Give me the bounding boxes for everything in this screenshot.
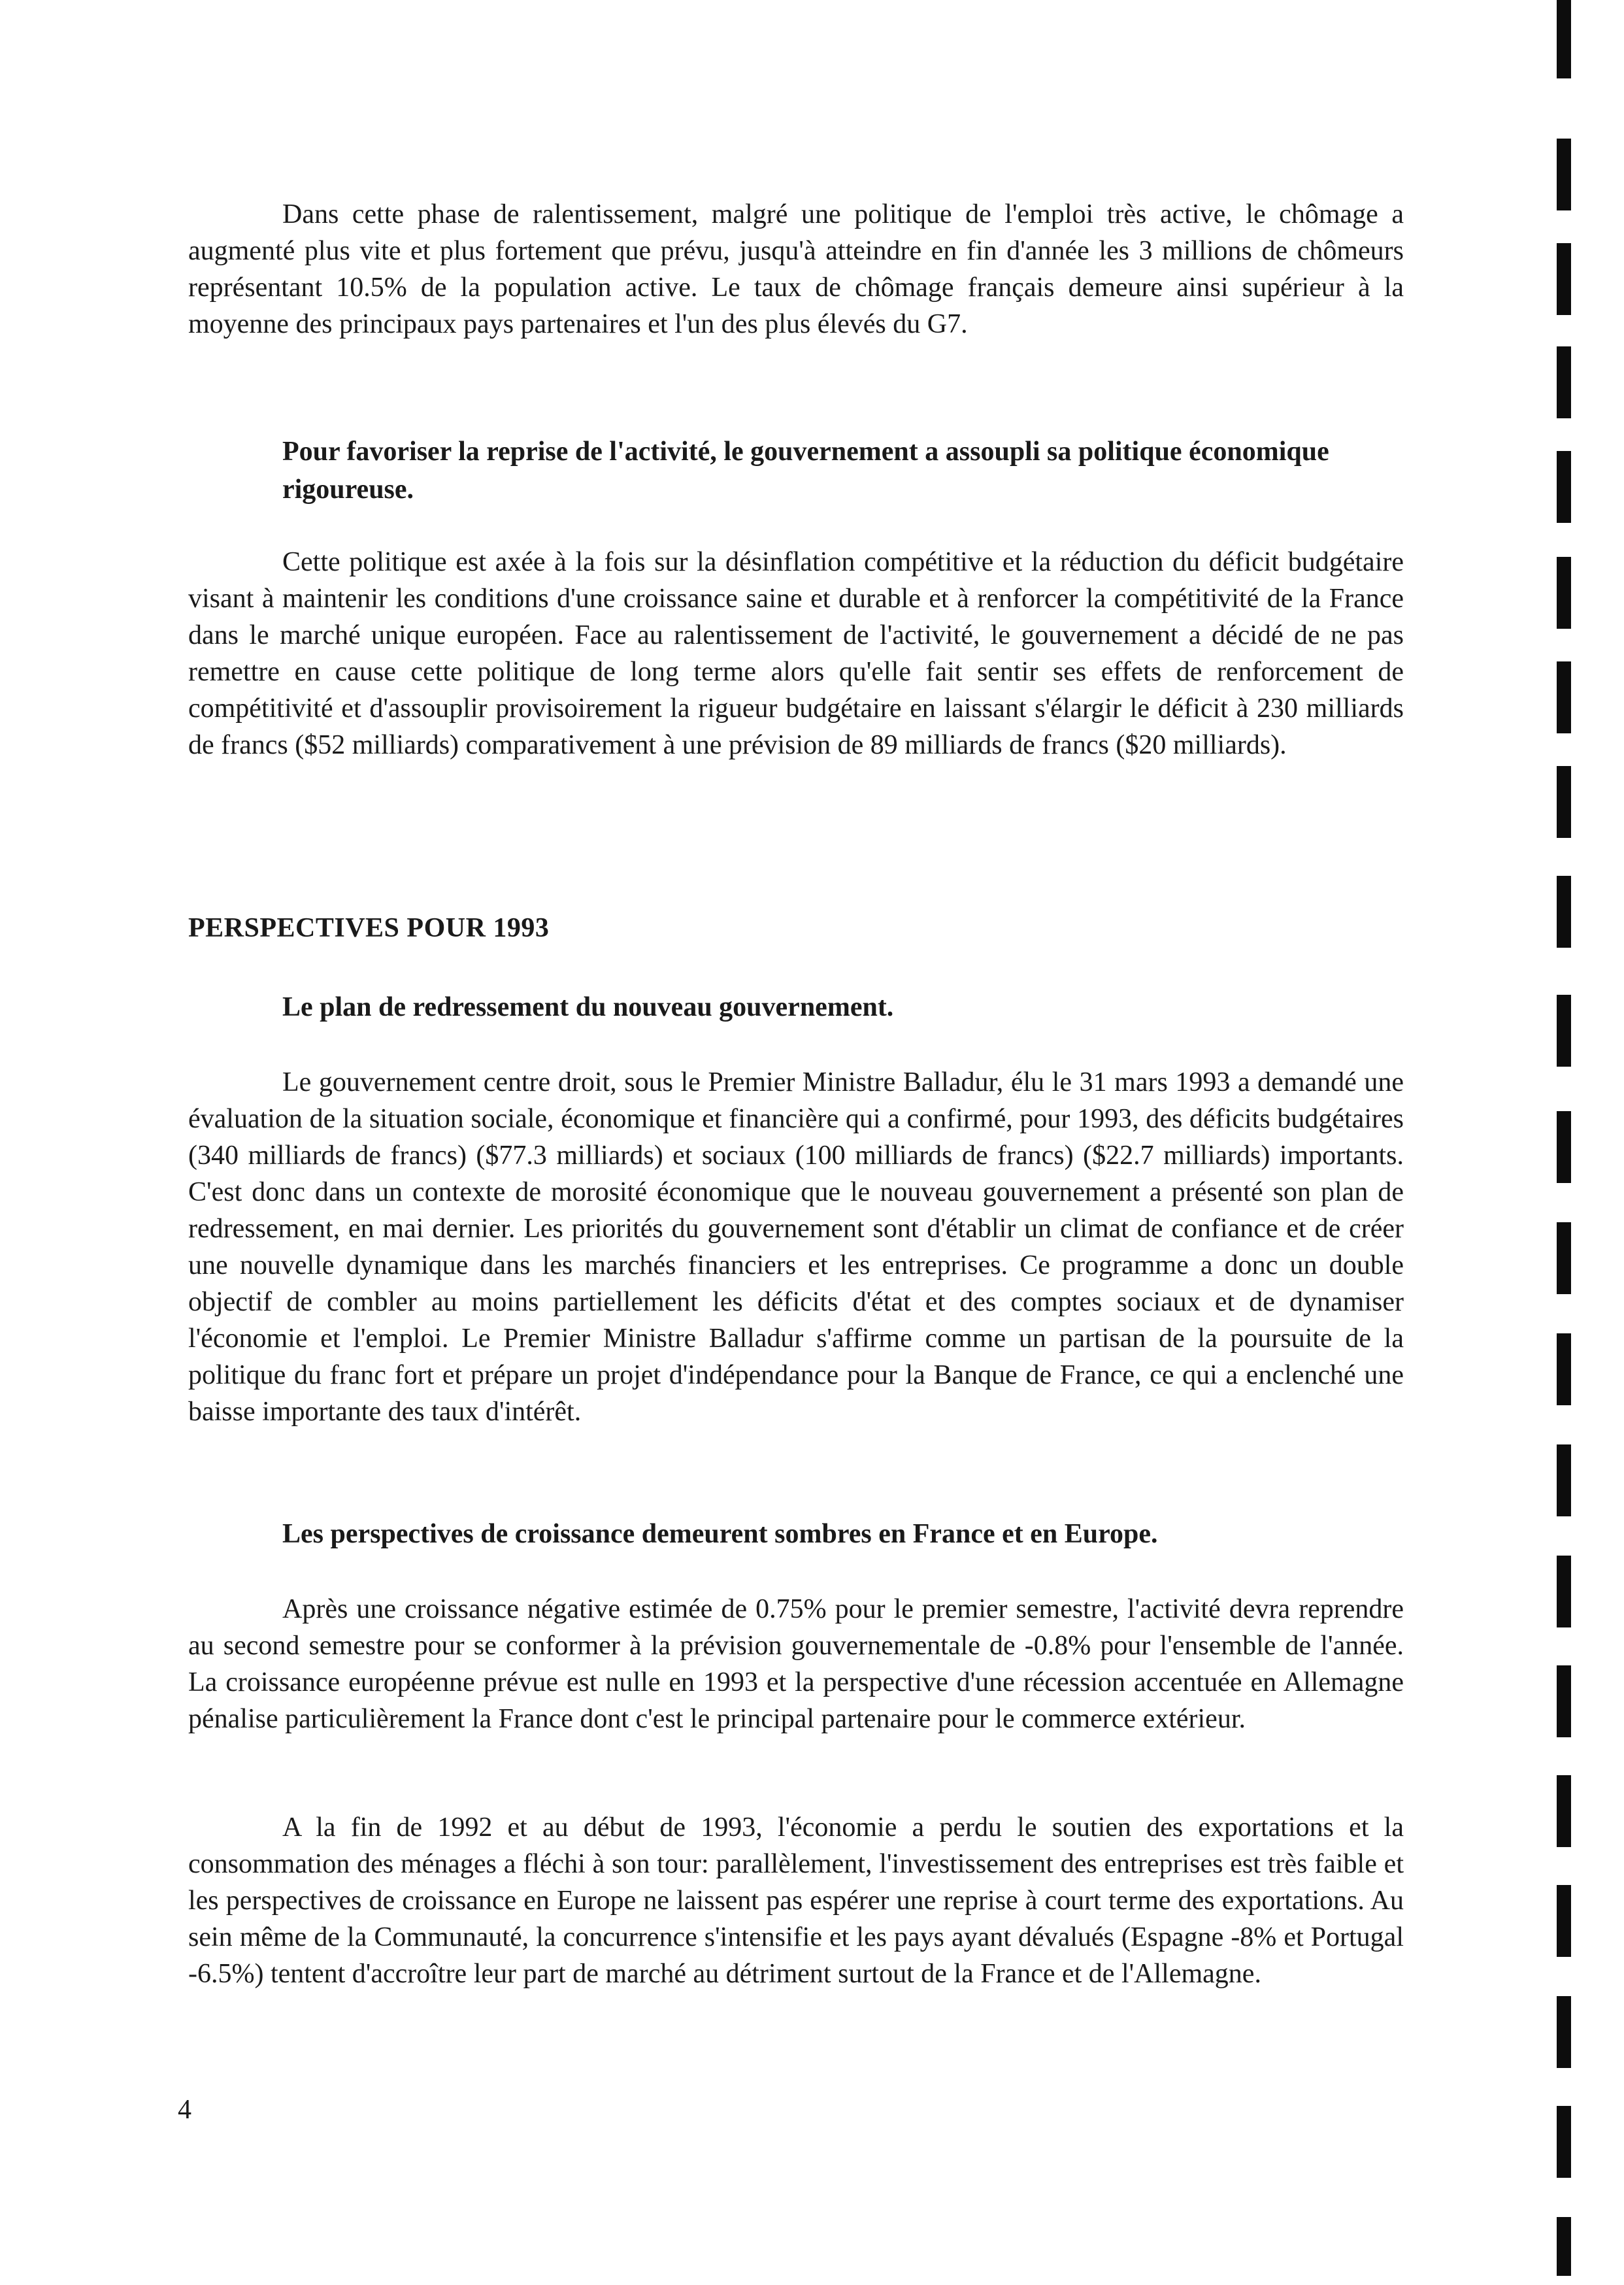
subheading-recovery-plan: Le plan de redressement du nouveau gouvernement. (282, 992, 894, 1022)
scan-mark (1557, 346, 1571, 418)
scan-mark (1557, 1111, 1571, 1183)
scan-mark (1557, 2106, 1571, 2178)
scan-mark (1557, 766, 1571, 838)
scan-mark (1557, 876, 1571, 948)
scan-mark (1557, 1996, 1571, 2068)
scan-mark (1557, 1665, 1571, 1737)
scan-edge-marks (1557, 0, 1583, 2285)
page-number: 4 (178, 2095, 191, 2125)
scan-mark (1557, 661, 1571, 733)
scan-mark (1557, 1775, 1571, 1847)
paragraph-exports: A la fin de 1992 et au début de 1993, l'économie a perdu le soutien des exportations et la consommation des ménages a fléchi à son tour: parallèlement, l'investissement des entreprises est très faible et les perspectives de croissance en Europe ne laissent pas espérer une reprise à court terme des exportations. Au sein même de la Communauté, la concurrence s'intensifie et les pays ayant dévalués (Espagne -8% et Portugal -6.5%) tentent d'accroître leur part de marché au détriment surtout de la France et de l'Allemagne. (188, 1812, 1404, 1989)
paragraph-fiscal-policy: Cette politique est axée à la fois sur la désinflation compétitive et la réduction du déficit budgétaire visant à maintenir les conditions d'une croissance saine et durable et à renforcer la compétitivité de la France dans le marché unique européen. Face au ralentissement de l'activité, le gouvernement a décidé de ne pas remettre en cause cette politique de long terme alors qu'elle fait sentir ses effets de renforcement de compétitivité et d'assouplir provisoirement la rigueur budgétaire en laissant s'élargir le déficit à 230 milliards de francs ($52 milliards) comparativement à une prévision de 89 milliards de francs ($20 milliards). (188, 547, 1404, 760)
scan-mark (1557, 2217, 1571, 2276)
paragraph-growth-forecast: Après une croissance négative estimée de 0.75% pour le premier semestre, l'activité devra reprendre au second semestre pour se conformer à la prévision gouvernementale de -0.8% pour l'ensemble de l'année. La croissance européenne prévue est nulle en 1993 et la perspective d'une récession accentuée en Allemagne pénalise particulièrement la France dont c'est le principal partenaire pour le commerce extérieur. (188, 1594, 1404, 1734)
scan-mark (1557, 1556, 1571, 1627)
scan-mark (1557, 557, 1571, 629)
paragraph-unemployment: Dans cette phase de ralentissement, malgré une politique de l'emploi très active, le chômage a augmenté plus vite et plus fortement que prévu, jusqu'à atteindre en fin d'année les 3 millions de chômeurs représentant 10.5% de la population active. Le taux de chômage français demeure ainsi supérieur à la moyenne des principaux pays partenaires et l'un des plus élevés du G7. (188, 199, 1404, 339)
paragraph-recovery-plan: Le gouvernement centre droit, sous le Premier Ministre Balladur, élu le 31 mars 1993 a demandé une évaluation de la situation sociale, économique et financière qui a confirmé, pour 1993, des déficits budgétaires (340 milliards de francs) ($77.3 milliards) et sociaux (100 milliards de francs) ($22.7 milliards) importants. C'est donc dans un contexte de morosité économique que le nouveau gouvernement a présenté son plan de redressement, en mai dernier. Les priorités du gouvernement sont d'établir un climat de confiance et de créer une nouvelle dynamique dans les marchés financiers et les entreprises. Ce programme a donc un double objectif de combler au moins partiellement les déficits d'état et des comptes sociaux et de dynamiser l'économie et l'emploi. Le Premier Ministre Balladur s'affirme comme un partisan de la poursuite de la politique du franc fort et prépare un projet d'indépendance pour la Banque de France, ce qui a enclenché une baisse importante des taux d'intérêt. (188, 1067, 1404, 1427)
scan-mark (1557, 1333, 1571, 1405)
scan-mark (1557, 451, 1571, 523)
scan-mark (1557, 0, 1571, 78)
scan-mark (1557, 995, 1571, 1067)
subheading-growth-outlook: Les perspectives de croissance demeurent sombres en France et en Europe. (282, 1519, 1158, 1549)
scan-mark (1557, 1444, 1571, 1516)
section-title-perspectives: PERSPECTIVES POUR 1993 (188, 913, 550, 943)
subheading-economic-policy: Pour favoriser la reprise de l'activité, le gouvernement a assoupli sa politique économique rigoureuse. (282, 437, 1329, 505)
scan-mark (1557, 243, 1571, 315)
scan-mark (1557, 1885, 1571, 1957)
scan-mark (1557, 139, 1571, 210)
scan-mark (1557, 1222, 1571, 1294)
